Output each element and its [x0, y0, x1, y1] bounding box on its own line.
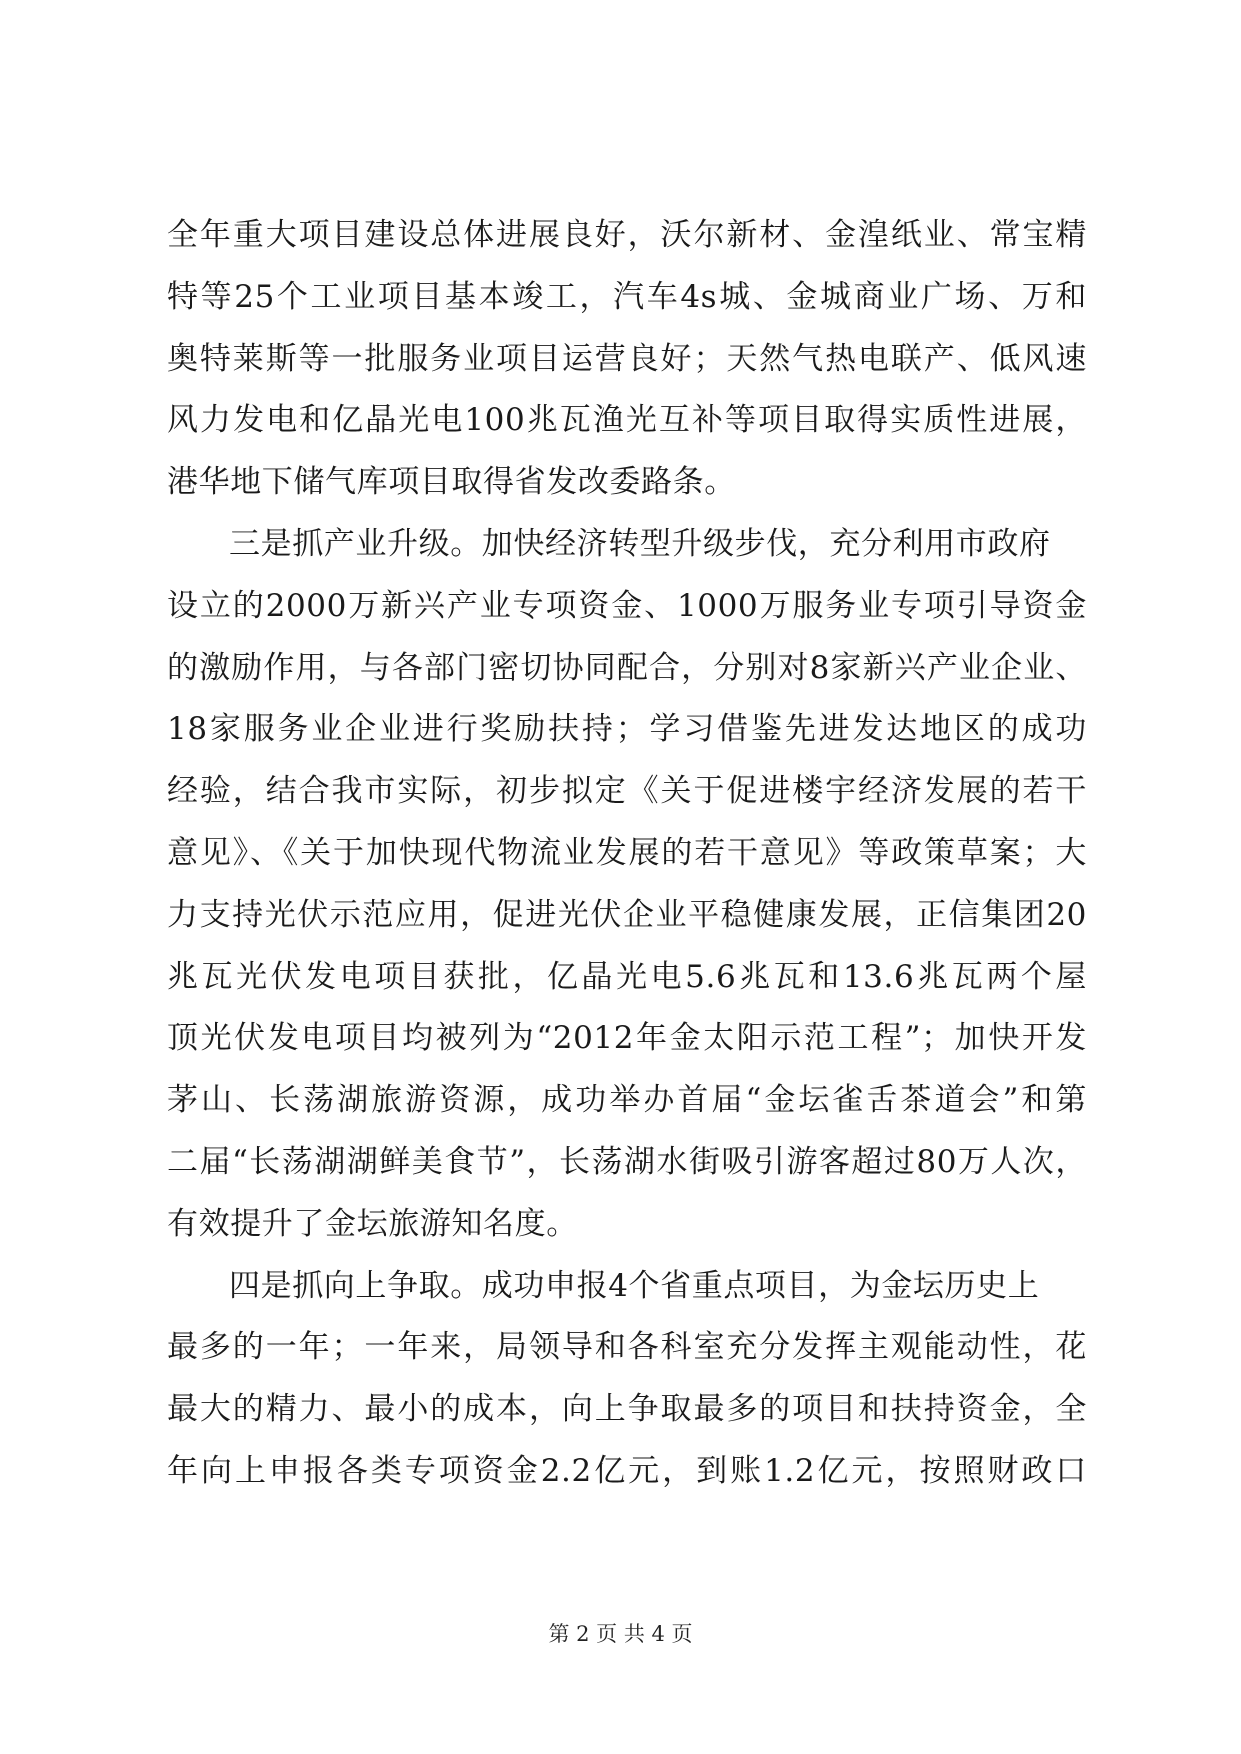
- text-line: 茅山、长荡湖旅游资源，成功举办首届“金坛雀舌茶道会”和第: [167, 1082, 1087, 1119]
- text-line: 最大的精力、最小的成本，向上争取最多的项目和扶持资金，全: [167, 1391, 1087, 1428]
- text-line: 18家服务业企业进行奖励扶持；学习借鉴先进发达地区的成功: [167, 711, 1087, 748]
- text-line: 年向上申报各类专项资金2.2亿元，到账1.2亿元，按照财政口: [167, 1452, 1087, 1489]
- text-line: 力支持光伏示范应用，促进光伏企业平稳健康发展，正信集团20: [167, 896, 1087, 933]
- text-line: 风力发电和亿晶光电100兆瓦渔光互补等项目取得实质性进展，: [167, 402, 1087, 439]
- text-line: 有效提升了金坛旅游知名度。: [167, 1205, 578, 1242]
- text-line: 经验，结合我市实际，初步拟定《关于促进楼宇经济发展的若干: [167, 773, 1087, 810]
- text-line: 全年重大项目建设总体进展良好，沃尔新材、金湟纸业、常宝精: [167, 217, 1087, 253]
- body-text: [167, 205, 1087, 1503]
- text-line: 最多的一年；一年来，局领导和各科室充分发挥主观能动性，花: [167, 1329, 1087, 1366]
- paragraph-start-line: 四是抓向上争取。成功申报4个省重点项目，为金坛历史上: [229, 1267, 1040, 1304]
- paragraph-start-line: 三是抓产业升级。加快经济转型升级步伐，充分利用市政府: [229, 525, 1051, 562]
- text-line: 的激励作用，与各部门密切协同配合，分别对8家新兴产业企业、: [167, 649, 1087, 686]
- text-line: 奥特莱斯等一批服务业项目运营良好；天然气热电联产、低风速: [167, 340, 1087, 377]
- text-line: 兆瓦光伏发电项目获批，亿晶光电5.6兆瓦和13.6兆瓦两个屋: [167, 958, 1087, 995]
- page-number-footer: 第 2 页 共 4 页: [548, 1622, 693, 1646]
- text-line: 设立的2000万新兴产业专项资金、1000万服务业专项引导资金: [167, 587, 1087, 624]
- text-line: 港华地下储气库项目取得省发改委路条。: [167, 464, 736, 501]
- text-line: 顶光伏发电项目均被列为“2012年金太阳示范工程”；加快开发: [167, 1020, 1087, 1057]
- text-line: 二届“长荡湖湖鲜美食节”，长荡湖水街吸引游客超过80万人次，: [167, 1143, 1087, 1180]
- text-line: 意见》、《关于加快现代物流业发展的若干意见》等政策草案；大: [167, 834, 1087, 871]
- text-line: 特等25个工业项目基本竣工，汽车4s城、金城商业广场、万和: [167, 278, 1087, 315]
